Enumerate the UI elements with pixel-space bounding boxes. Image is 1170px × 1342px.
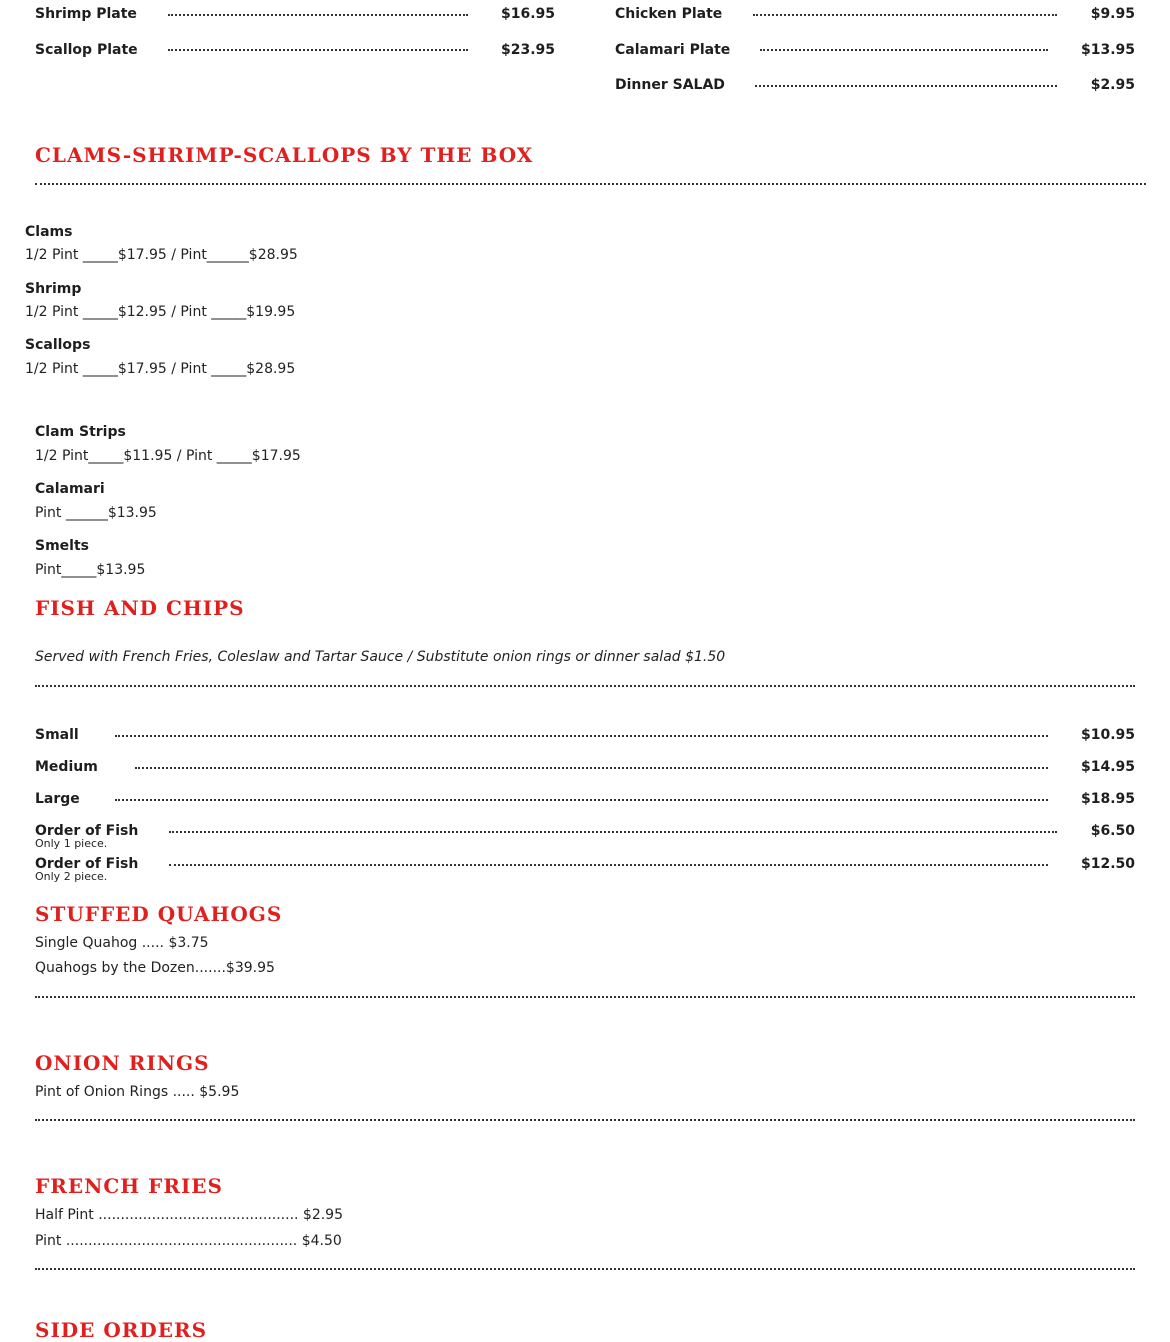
- menu-item-price: $13.95: [1080, 42, 1135, 58]
- menu-item-price: $16.95: [500, 6, 555, 22]
- section-heading: ONION RINGS: [35, 1051, 210, 1075]
- menu-item-price: $9.95: [1090, 6, 1135, 22]
- section-divider: [35, 1268, 1135, 1270]
- menu-line: Quahogs by the Dozen.......$39.95: [35, 960, 275, 976]
- box-item-name: Clam Strips: [35, 424, 126, 440]
- menu-line: Single Quahog ..... $3.75: [35, 935, 209, 951]
- menu-line: Pint .................................................... $4.50: [35, 1233, 342, 1249]
- menu-item-name: Order of Fish: [35, 856, 139, 872]
- menu-item-price: $14.95: [1080, 759, 1135, 775]
- box-item-name: Smelts: [35, 538, 89, 554]
- section-heading: CLAMS-SHRIMP-SCALLOPS BY THE BOX: [35, 143, 534, 167]
- menu-item-name: Chicken Plate: [615, 6, 723, 22]
- dotted-leader: [115, 799, 1048, 801]
- dotted-leader: [135, 767, 1048, 769]
- section-divider: [35, 685, 1135, 687]
- box-item-detail: 1/2 Pint _____$17.95 / Pint _____$28.95: [25, 361, 296, 377]
- dotted-leader: [760, 49, 1048, 51]
- section-divider: [35, 183, 1146, 185]
- menu-item-name: Scallop Plate: [35, 42, 138, 58]
- menu-item-note: Only 2 piece.: [35, 870, 108, 883]
- dotted-leader: [169, 864, 1048, 866]
- box-item-name: Clams: [25, 224, 73, 240]
- section-heading: FRENCH FRIES: [35, 1174, 223, 1198]
- box-item-name: Shrimp: [25, 281, 82, 297]
- menu-item-note: Only 1 piece.: [35, 837, 108, 850]
- box-item-name: Scallops: [25, 337, 91, 353]
- box-item-detail: Pint ______$13.95: [35, 505, 157, 521]
- dotted-leader: [168, 49, 468, 51]
- menu-line: Pint of Onion Rings ..... $5.95: [35, 1084, 240, 1100]
- box-item-detail: 1/2 Pint_____$11.95 / Pint _____$17.95: [35, 448, 301, 464]
- menu-item-price: $18.95: [1080, 791, 1135, 807]
- menu-item-price: $10.95: [1080, 727, 1135, 743]
- box-item-detail: 1/2 Pint _____$17.95 / Pint______$28.95: [25, 247, 298, 263]
- section-divider: [35, 1119, 1135, 1121]
- dotted-leader: [168, 14, 468, 16]
- menu-item-name: Calamari Plate: [615, 42, 731, 58]
- section-divider: [35, 996, 1135, 998]
- menu-item-name: Large: [35, 791, 80, 807]
- menu-item-name: Medium: [35, 759, 98, 775]
- dotted-leader: [169, 831, 1057, 833]
- menu-item-price: $23.95: [500, 42, 555, 58]
- box-item-name: Calamari: [35, 481, 105, 497]
- menu-item-price: $12.50: [1080, 856, 1135, 872]
- menu-item-name: Shrimp Plate: [35, 6, 137, 22]
- section-heading: STUFFED QUAHOGS: [35, 902, 283, 926]
- section-heading: FISH AND CHIPS: [35, 596, 245, 620]
- box-item-detail: Pint_____$13.95: [35, 562, 146, 578]
- menu-line: Half Pint ............................................. $2.95: [35, 1207, 343, 1223]
- menu-item-price: $6.50: [1090, 823, 1135, 839]
- dotted-leader: [115, 735, 1048, 737]
- section-description: Served with French Fries, Coleslaw and Tartar Sauce / Substitute onion rings or dinner salad $1.50: [35, 649, 726, 665]
- dotted-leader: [753, 14, 1057, 16]
- section-heading: SIDE ORDERS: [35, 1318, 208, 1342]
- dotted-leader: [755, 85, 1057, 87]
- menu-item-price: $2.95: [1090, 77, 1135, 93]
- box-item-detail: 1/2 Pint _____$12.95 / Pint _____$19.95: [25, 304, 296, 320]
- menu-item-name: Small: [35, 727, 79, 743]
- menu-item-name: Order of Fish: [35, 823, 139, 839]
- menu-item-name: Dinner SALAD: [615, 77, 725, 93]
